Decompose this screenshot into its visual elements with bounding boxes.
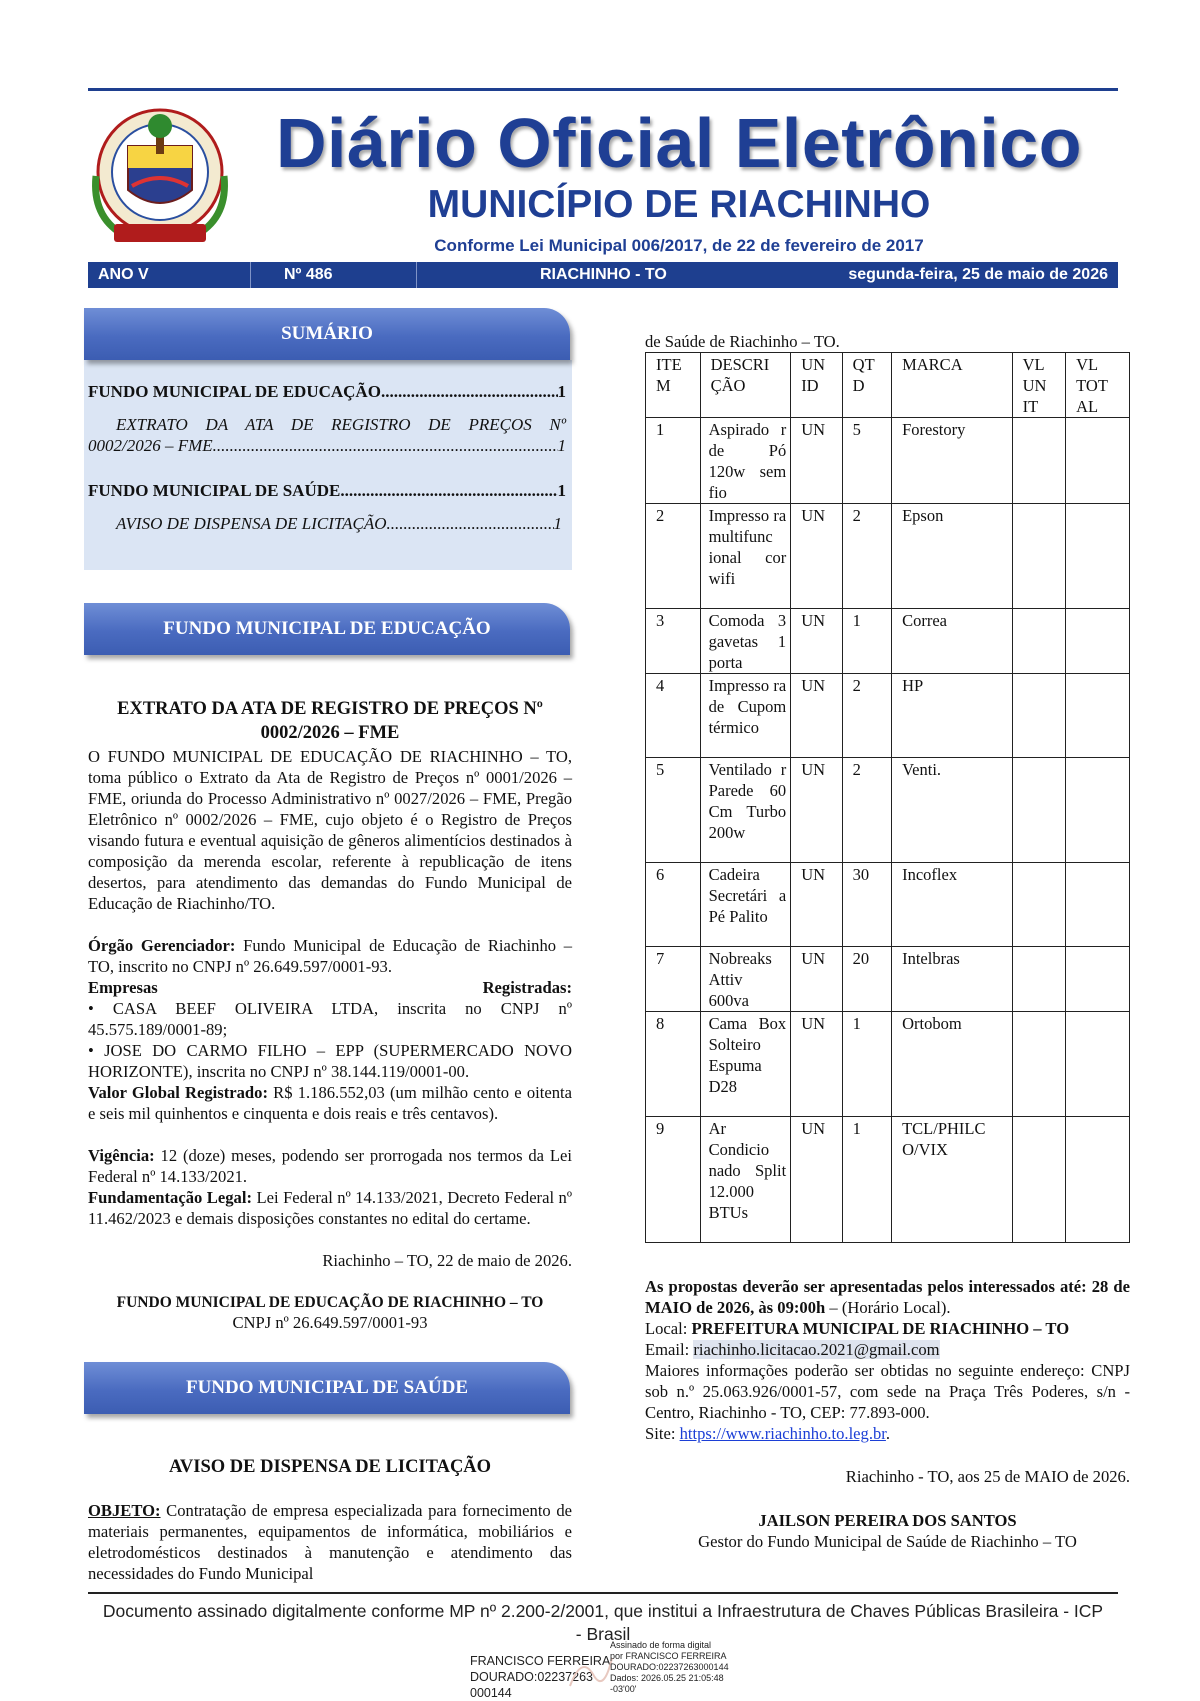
cell-unid: UN (791, 609, 842, 674)
cell-unid: UN (791, 758, 842, 863)
cell-descricao: Impresso ra de Cupom térmico (700, 674, 791, 758)
extract-heading-line1: EXTRATO DA ATA DE REGISTRO DE PREÇOS Nº (117, 699, 543, 719)
cell-descricao: Comoda 3 gavetas 1 porta (700, 609, 791, 674)
cell-vl-total (1066, 863, 1130, 947)
table-row (646, 609, 1130, 674)
cell-marca: Venti. (892, 758, 1012, 863)
extract-heading-line2: 0002/2026 – FME (260, 723, 400, 743)
cell-descricao: Cadeira Secretári a Pé Palito (700, 863, 791, 947)
edition-info-bar (88, 262, 1118, 288)
edition-date: segunda-feira, 25 de maio de 2026 (848, 266, 1108, 283)
cell-item: 8 (646, 1012, 701, 1117)
table-row (646, 758, 1130, 863)
extract-vigencia: Vigência: 12 (doze) meses, podendo ser prorrogada nos termos da Lei Federal nº 14.133/2021. (88, 1146, 572, 1186)
extract-signature-cnpj: CNPJ nº 26.649.597/0001-93 (232, 1313, 428, 1332)
cell-item: 3 (646, 609, 701, 674)
dispensa-heading: AVISO DE DISPENSA DE LICITAÇÃO (168, 1457, 492, 1477)
signature-stamp: Assinado de forma digital por FRANCISCO FERREIRA DOURADO:02237263000144 Dados: 2026.05.25 21:05:48 -03'00' (610, 1640, 729, 1694)
col-header-marca: MARCA (892, 353, 1012, 418)
summary-banner: SUMÁRIO (84, 308, 570, 360)
table-row (646, 674, 1130, 758)
cell-marca: Epson (892, 504, 1012, 609)
extract-valor: Valor Global Registrado: R$ 1.186.552,03 (um milhão cento e oitenta e seis mil quinhentos e cinquenta e dois reais e três centavos). (88, 1083, 572, 1123)
cell-unid: UN (791, 504, 842, 609)
summary-entry-education[interactable]: FUNDO MUNICIPAL DE EDUCAÇÃO ..... 1 (88, 381, 566, 402)
cell-unid: UN (791, 1117, 842, 1243)
cell-item: 9 (646, 1117, 701, 1243)
cell-vl-total (1066, 1012, 1130, 1117)
cell-vl-unit (1012, 863, 1066, 947)
extract-signature-name: FUNDO MUNICIPAL DE EDUCAÇÃO DE RIACHINHO – TO (116, 1294, 544, 1311)
col-header-item: ITE M (646, 353, 701, 418)
top-rule (88, 88, 1118, 91)
items-table (645, 352, 1130, 1243)
dispensa-objeto-continued: de Saúde de Riachinho – TO. (645, 332, 840, 351)
cell-marca: Correa (892, 609, 1012, 674)
cell-item: 1 (646, 418, 701, 504)
table-row (646, 504, 1130, 609)
cell-vl-unit (1012, 418, 1066, 504)
cell-vl-total (1066, 1117, 1130, 1243)
col-header-vl-total: VL TOT AL (1066, 353, 1130, 418)
dispensa-deadline: As propostas deverão ser apresentadas pelos interessados até: 28 de MAIO de 2026, às 09:00h – (Horário Local). (645, 1277, 1130, 1317)
cell-vl-total (1066, 947, 1130, 1012)
cell-marca: Intelbras (892, 947, 1012, 1012)
cell-vl-total (1066, 758, 1130, 863)
col-header-vl-unit: VL UN IT (1012, 353, 1066, 418)
cell-vl-total (1066, 418, 1130, 504)
edition-city: RIACHINHO - TO (540, 266, 667, 283)
municipal-seal-icon (82, 106, 238, 252)
legal-basis: Conforme Lei Municipal 006/2017, de 22 de fevereiro de 2017 (434, 236, 924, 255)
cell-qtd: 2 (842, 504, 891, 609)
cell-vl-unit (1012, 609, 1066, 674)
dispensa-info: Maiores informações poderão ser obtidas no seguinte endereço: CNPJ sob n.º 25.063.926/0001-57, com sede na Praça Três Poderes, s/n - Centro, Riachinho - TO, CEP: 77.893-000. (645, 1361, 1130, 1422)
table-row (646, 1117, 1130, 1243)
cell-qtd: 5 (842, 418, 891, 504)
cell-qtd: 20 (842, 947, 891, 1012)
cell-descricao: Aspirado r de Pó 120w sem fio (700, 418, 791, 504)
cell-item: 2 (646, 504, 701, 609)
cell-qtd: 1 (842, 1117, 891, 1243)
cell-unid: UN (791, 1012, 842, 1117)
summary-entry-extract-line1[interactable]: EXTRATO DA ATA DE REGISTRO DE PREÇOS Nº (116, 415, 566, 434)
cell-descricao: Nobreaks Attiv 600va (700, 947, 791, 1012)
cell-vl-unit (1012, 504, 1066, 609)
summary-entry-extract-line2[interactable]: 0002/2026 – FME ..... 1 (88, 435, 566, 456)
cell-vl-unit (1012, 1012, 1066, 1117)
cell-vl-unit (1012, 758, 1066, 863)
extract-empresa-2: • JOSE DO CARMO FILHO – EPP (SUPERMERCADO NOVO HORIZONTE), inscrita no CNPJ nº 38.144.119/0001-00. (88, 1041, 572, 1081)
cell-vl-unit (1012, 1117, 1066, 1243)
col-header-qtd: QT D (842, 353, 891, 418)
dispensa-site: Site: https://www.riachinho.to.leg.br. (645, 1424, 891, 1443)
table-header-row (646, 353, 1130, 418)
table-row (646, 1012, 1130, 1117)
dispensa-signature-name: JAILSON PEREIRA DOS SANTOS (758, 1511, 1017, 1530)
extract-intro: O FUNDO MUNICIPAL DE EDUCAÇÃO DE RIACHINHO – TO, toma público o Extrato da Ata de Registro de Preços nº 0001/2026 – FME, oriunda do Processo Administrativo nº 0027/2026 – FME, Pregão Eletrônico nº 0002/2026 – FME, cujo objeto é o Registro de Preços visando futura e eventual aquisição de gêneros alimentícios destinados à composição da merenda escolar, referente à republicação de itens desertos, para atendimento das demandas do Fundo Municipal de Educação de Riachinho/TO. (88, 747, 572, 913)
cell-unid: UN (791, 674, 842, 758)
dispensa-local: Local: PREFEITURA MUNICIPAL DE RIACHINHO – TO (645, 1319, 1070, 1338)
summary-entry-dispensa[interactable]: AVISO DE DISPENSA DE LICITAÇÃO ..... 1 (116, 513, 562, 534)
extract-orgao: Órgão Gerenciador: Fundo Municipal de Educação de Riachinho – TO, inscrito no CNPJ nº 26.649.597/0001-93. (88, 936, 573, 976)
table-row (646, 863, 1130, 947)
col-header-descricao: DESCRI ÇÃO (700, 353, 791, 418)
cell-unid: UN (791, 863, 842, 947)
municipality-name: MUNICÍPIO DE RIACHINHO (427, 183, 931, 226)
cell-item: 4 (646, 674, 701, 758)
education-banner: FUNDO MUNICIPAL DE EDUCAÇÃO (84, 603, 570, 655)
cell-vl-total (1066, 674, 1130, 758)
signer-block: FRANCISCO FERREIRA DOURADO:02237263 000144 (470, 1654, 611, 1700)
table-row (646, 947, 1130, 1012)
cell-marca: TCL/PHILC O/VIX (892, 1117, 1012, 1243)
cell-qtd: 30 (842, 863, 891, 947)
extract-empresa-1: • CASA BEEF OLIVEIRA LTDA, inscrita no CNPJ nº 45.575.189/0001-89; (88, 999, 572, 1039)
digital-signature-notice: Documento assinado digitalmente conforme MP nº 2.200-2/2001, que institui a Infraestrutura de Chaves Públicas Brasileira - ICP - Brasil (102, 1601, 1104, 1644)
cell-qtd: 2 (842, 758, 891, 863)
extract-empresas-label: Empresas Registradas: (88, 978, 572, 997)
cell-vl-total (1066, 609, 1130, 674)
cell-qtd: 1 (842, 1012, 891, 1117)
col-header-unid: UN ID (791, 353, 842, 418)
extract-fundamentacao: Fundamentação Legal: Lei Federal nº 14.133/2021, Decreto Federal nº 11.462/2023 e demais disposições constantes no edital do certame. (88, 1188, 572, 1228)
edition-year: ANO V (98, 266, 149, 283)
dispensa-email: Email: riachinho.licitacao.2021@gmail.com (645, 1340, 940, 1359)
cell-qtd: 2 (842, 674, 891, 758)
cell-vl-unit (1012, 674, 1066, 758)
summary-entry-health[interactable]: FUNDO MUNICIPAL DE SAÚDE ..... 1 (88, 480, 566, 501)
cell-item: 6 (646, 863, 701, 947)
site-link[interactable]: https://www.riachinho.to.leg.br (679, 1424, 886, 1443)
email-address[interactable]: riachinho.licitacao.2021@gmail.com (693, 1340, 940, 1359)
cell-descricao: Impresso ra multifunc ional cor wifi (700, 504, 791, 609)
cell-descricao: Ar Condicio nado Split 12.000 BTUs (700, 1117, 791, 1243)
dispensa-place-date: Riachinho - TO, aos 25 de MAIO de 2026. (845, 1467, 1130, 1486)
cell-vl-unit (1012, 947, 1066, 1012)
dispensa-signature-role: Gestor do Fundo Municipal de Saúde de Riachinho – TO (698, 1532, 1077, 1551)
cell-qtd: 1 (842, 609, 891, 674)
cell-marca: HP (892, 674, 1012, 758)
health-banner: FUNDO MUNICIPAL DE SAÚDE (84, 1362, 570, 1414)
cell-item: 7 (646, 947, 701, 1012)
publication-title: Diário Oficial Eletrônico (275, 104, 1082, 182)
table-row (646, 418, 1130, 504)
cell-unid: UN (791, 947, 842, 1012)
edition-number: Nº 486 (284, 266, 333, 283)
cell-descricao: Ventilado r Parede 60 Cm Turbo 200w (700, 758, 791, 863)
cell-marca: Forestory (892, 418, 1012, 504)
cell-vl-total (1066, 504, 1130, 609)
cell-unid: UN (791, 418, 842, 504)
cell-marca: Incoflex (892, 863, 1012, 947)
cell-descricao: Cama Box Solteiro Espuma D28 (700, 1012, 791, 1117)
cell-item: 5 (646, 758, 701, 863)
cell-marca: Ortobom (892, 1012, 1012, 1117)
dispensa-objeto: OBJETO: Contratação de empresa especializada para fornecimento de materiais permanentes, equipamentos de informática, mobiliários e eletrodomésticos destinados à manutenção e atendimento das necessidades do Fundo Municipal (88, 1501, 572, 1583)
extract-place-date: Riachinho – TO, 22 de maio de 2026. (322, 1251, 572, 1270)
footer-rule (88, 1592, 1118, 1594)
